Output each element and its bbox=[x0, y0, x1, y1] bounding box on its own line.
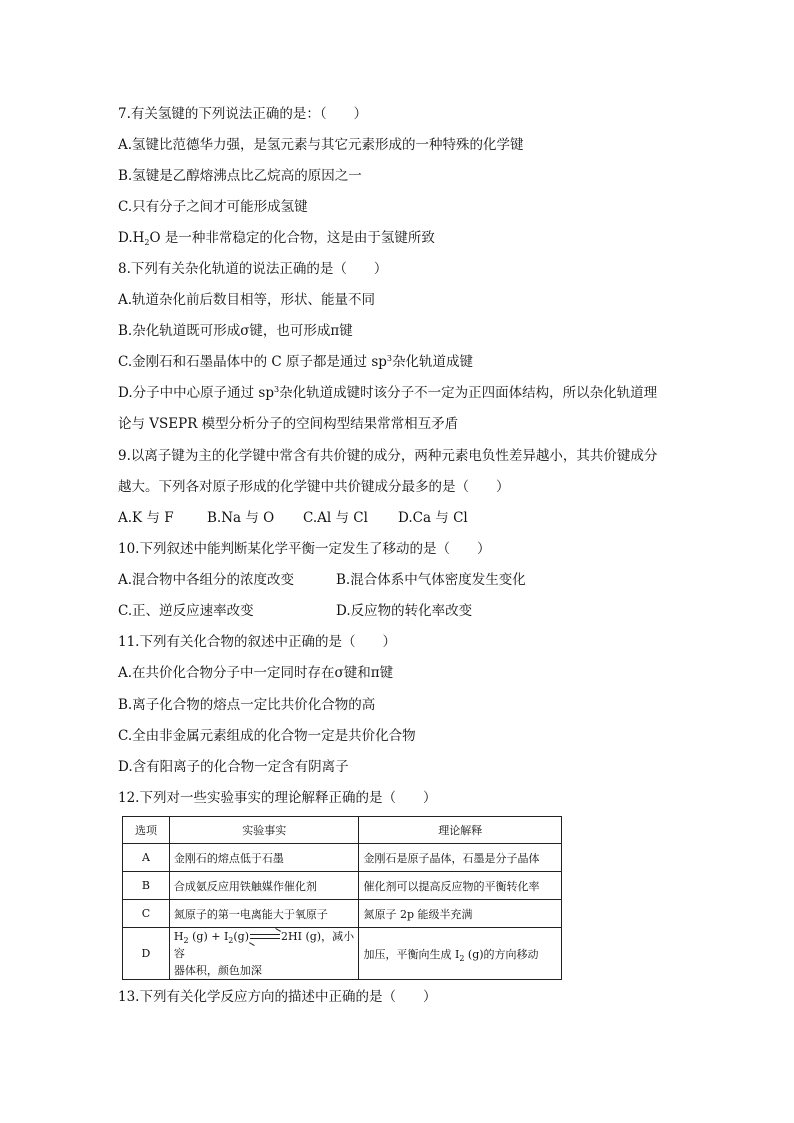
table-row bbox=[123, 900, 562, 928]
header-option: 选项 bbox=[123, 817, 170, 844]
q12-stem: 12.下列对一些实验事实的理论解释正确的是（ ） bbox=[118, 790, 437, 806]
row-fact: 金刚石的熔点低于石墨 bbox=[169, 844, 359, 872]
row-fact: 合成氨反应用铁触媒作催化剂 bbox=[169, 872, 359, 900]
q8-option-a: A.轨道杂化前后数目相等，形状、能量不同 bbox=[118, 292, 376, 308]
table-header-row bbox=[123, 817, 562, 844]
row-option: B bbox=[123, 872, 170, 900]
q8-option-c: C.金刚石和石墨晶体中的 C 原子都是通过 $sp^3$杂化轨道成键 bbox=[118, 354, 474, 370]
q9-option-c: C.Al 与 Cl bbox=[303, 510, 368, 526]
q7-option-c: C.只有分子之间才可能形成氢键 bbox=[118, 199, 308, 215]
q11-option-a: A.在共价化合物分子中一定同时存在σ键和π键 bbox=[118, 665, 394, 681]
table-row bbox=[123, 928, 562, 980]
q10-option-b: B.混合体系中气体密度发生变化 bbox=[336, 572, 526, 588]
q9-option-d: D.Ca 与 Cl bbox=[398, 510, 468, 526]
row-theory: 金刚石是原子晶体，石墨是分子晶体 bbox=[359, 844, 562, 872]
q10-stem: 10.下列叙述中能判断某化学平衡一定发生了移动的是（ ） bbox=[118, 541, 491, 557]
q7-option-a: A.氢键比范德华力强，是氢元素与其它元素形成的一种特殊的化学键 bbox=[118, 137, 524, 153]
q8-stem: 8.下列有关杂化轨道的说法正确的是（ ） bbox=[118, 261, 388, 277]
q7-option-d: $D.H_2O$ 是一种非常稳定的化合物，这是由于氢键所致 bbox=[118, 230, 435, 247]
q10-option-a: A.混合物中各组分的浓度改变 bbox=[118, 572, 295, 588]
header-fact: 实验事实 bbox=[169, 817, 359, 844]
q11-stem: 11.下列有关化合物的叙述中正确的是（ ） bbox=[118, 634, 396, 650]
q11-option-c: C.全由非金属元素组成的化合物一定是共价化合物 bbox=[118, 728, 416, 744]
q9-stem-line2: 越大。下列各对原子形成的化学键中共价键成分最多的是（ ） bbox=[118, 479, 510, 495]
q7-stem: 7.有关氢键的下列说法正确的是：（ ） bbox=[118, 106, 368, 122]
q9-option-a: A.K 与 F bbox=[118, 510, 174, 526]
row-theory: 氮原子 2p 能级半充满 bbox=[359, 900, 562, 928]
table-row bbox=[123, 872, 562, 900]
q12-table bbox=[122, 816, 562, 980]
row-theory: 催化剂可以提高反应物的平衡转化率 bbox=[359, 872, 562, 900]
q11-option-b: B.离子化合物的熔点一定比共价化合物的高 bbox=[118, 697, 376, 713]
q8-option-d-line2: 论与 VSEPR 模型分析分子的空间构型结果常常相互矛盾 bbox=[118, 416, 459, 432]
q8-option-d-line1: D.分子中中心原子通过 $sp^3$杂化轨道成键时该分子不一定为正四面体结构，所以杂化轨道理 bbox=[118, 385, 658, 401]
table-row bbox=[123, 844, 562, 872]
q8-option-b: B.杂化轨道既可形成σ键，也可形成π键 bbox=[118, 323, 353, 339]
q10-option-d: D.反应物的转化率改变 bbox=[336, 603, 473, 619]
q9-option-b: B.Na 与 O bbox=[207, 510, 275, 526]
q10-option-c: C.正、逆反应速率改变 bbox=[118, 603, 254, 619]
row-fact-equation: $H_2$ $(g) + I_2(g)$ 2HI (g)，减小容 器体积，颜色加深 bbox=[169, 928, 359, 980]
q13-stem: 13.下列有关化学反应方向的描述中正确的是（ ） bbox=[118, 989, 437, 1005]
row-option: A bbox=[123, 844, 170, 872]
row-fact: 氮原子的第一电离能大于氧原子 bbox=[169, 900, 359, 928]
q7-option-b: B.氢键是乙醇熔沸点比乙烷高的原因之一 bbox=[118, 168, 362, 184]
row-theory: 加压，平衡向生成 $I_2$ (g)的方向移动 bbox=[359, 928, 562, 980]
q11-option-d: D.含有阳离子的化合物一定含有阴离子 bbox=[118, 759, 349, 775]
q9-stem-line1: 9.以离子键为主的化学键中常含有共价键的成分，两种元素电负性差异越小，其共价键成分 bbox=[118, 448, 658, 464]
row-option: C bbox=[123, 900, 170, 928]
row-option: D bbox=[123, 928, 170, 980]
equilibrium-arrow-icon bbox=[250, 932, 280, 942]
header-theory: 理论解释 bbox=[359, 817, 562, 844]
